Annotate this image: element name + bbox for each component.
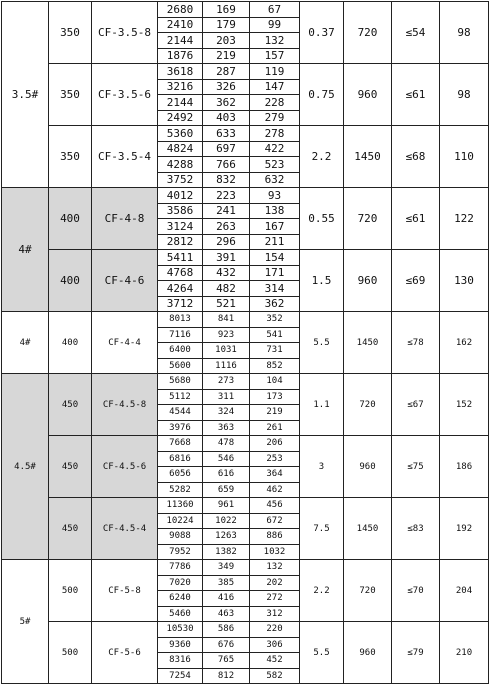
weight-cell: 110: [440, 126, 489, 188]
weight-cell: 122: [440, 188, 489, 250]
flow-cell: 8316: [158, 653, 203, 669]
model-cell: CF-4-8: [92, 188, 158, 250]
flow-cell: 3586: [158, 203, 203, 219]
table-row: [2, 622, 489, 638]
machine-number-cell: 4#: [2, 188, 49, 312]
table-row: [2, 312, 489, 328]
pressure-cell: 349: [203, 560, 250, 576]
airflow-cell: 253: [250, 451, 300, 467]
flow-cell: 7786: [158, 560, 203, 576]
motor-power-cell: 5.5: [300, 622, 344, 684]
airflow-cell: 157: [250, 48, 300, 64]
flow-cell: 4768: [158, 265, 203, 281]
noise-cell: ≤54: [392, 2, 440, 64]
machine-number-cell: 4#: [2, 312, 49, 374]
noise-cell: ≤68: [392, 126, 440, 188]
motor-power-cell: 0.37: [300, 2, 344, 64]
flow-cell: 5360: [158, 126, 203, 142]
model-cell: CF-4.5-8: [92, 374, 158, 436]
pressure-cell: 766: [203, 157, 250, 173]
table-row: [2, 64, 489, 80]
weight-cell: 186: [440, 436, 489, 498]
noise-cell: ≤75: [392, 436, 440, 498]
airflow-cell: 312: [250, 606, 300, 622]
flow-cell: 7254: [158, 668, 203, 684]
speed-cell: 960: [344, 64, 392, 126]
weight-cell: 98: [440, 64, 489, 126]
airflow-cell: 167: [250, 219, 300, 235]
weight-cell: 98: [440, 2, 489, 64]
airflow-cell: 314: [250, 281, 300, 297]
airflow-cell: 362: [250, 296, 300, 312]
impeller-diameter-cell: 400: [49, 250, 92, 312]
motor-power-cell: 7.5: [300, 498, 344, 560]
pressure-cell: 432: [203, 265, 250, 281]
flow-cell: 10530: [158, 622, 203, 638]
flow-cell: 3124: [158, 219, 203, 235]
table-row: [2, 374, 489, 390]
pressure-cell: 478: [203, 436, 250, 452]
pressure-cell: 219: [203, 48, 250, 64]
table-row: [2, 498, 489, 514]
airflow-cell: 523: [250, 157, 300, 173]
pressure-cell: 326: [203, 79, 250, 95]
flow-cell: 9088: [158, 529, 203, 545]
speed-cell: 1450: [344, 126, 392, 188]
motor-power-cell: 5.5: [300, 312, 344, 374]
airflow-cell: 456: [250, 498, 300, 514]
airflow-cell: 93: [250, 188, 300, 204]
pressure-cell: 463: [203, 606, 250, 622]
table-row: [2, 126, 489, 142]
flow-cell: 2144: [158, 33, 203, 49]
airflow-cell: 1032: [250, 544, 300, 560]
airflow-cell: 272: [250, 591, 300, 607]
model-cell: CF-4.5-4: [92, 498, 158, 560]
flow-cell: 4012: [158, 188, 203, 204]
pressure-cell: 765: [203, 653, 250, 669]
pressure-cell: 223: [203, 188, 250, 204]
pressure-cell: 616: [203, 467, 250, 483]
flow-cell: 2410: [158, 17, 203, 33]
model-cell: CF-3.5-6: [92, 64, 158, 126]
machine-number-cell: 5#: [2, 560, 49, 684]
flow-cell: 4824: [158, 141, 203, 157]
motor-power-cell: 2.2: [300, 560, 344, 622]
speed-cell: 960: [344, 622, 392, 684]
impeller-diameter-cell: 350: [49, 64, 92, 126]
flow-cell: 5600: [158, 358, 203, 374]
pressure-cell: 697: [203, 141, 250, 157]
impeller-diameter-cell: 450: [49, 436, 92, 498]
flow-cell: 2812: [158, 234, 203, 250]
airflow-cell: 452: [250, 653, 300, 669]
impeller-diameter-cell: 350: [49, 2, 92, 64]
model-cell: CF-5-8: [92, 560, 158, 622]
flow-cell: 4264: [158, 281, 203, 297]
noise-cell: ≤61: [392, 188, 440, 250]
airflow-cell: 852: [250, 358, 300, 374]
impeller-diameter-cell: 350: [49, 126, 92, 188]
pressure-cell: 391: [203, 250, 250, 266]
spec-table-body: [2, 2, 489, 684]
impeller-diameter-cell: 400: [49, 188, 92, 250]
speed-cell: 720: [344, 188, 392, 250]
flow-cell: 3712: [158, 296, 203, 312]
speed-cell: 720: [344, 560, 392, 622]
flow-cell: 1876: [158, 48, 203, 64]
pressure-cell: 203: [203, 33, 250, 49]
airflow-cell: 279: [250, 110, 300, 126]
airflow-cell: 132: [250, 560, 300, 576]
flow-cell: 5460: [158, 606, 203, 622]
pressure-cell: 385: [203, 575, 250, 591]
flow-cell: 11360: [158, 498, 203, 514]
airflow-cell: 364: [250, 467, 300, 483]
flow-cell: 6240: [158, 591, 203, 607]
noise-cell: ≤70: [392, 560, 440, 622]
motor-power-cell: 0.75: [300, 64, 344, 126]
speed-cell: 720: [344, 2, 392, 64]
impeller-diameter-cell: 500: [49, 622, 92, 684]
flow-cell: 4544: [158, 405, 203, 421]
pressure-cell: 961: [203, 498, 250, 514]
weight-cell: 210: [440, 622, 489, 684]
flow-cell: 7952: [158, 544, 203, 560]
flow-cell: 2492: [158, 110, 203, 126]
flow-cell: 8013: [158, 312, 203, 328]
impeller-diameter-cell: 400: [49, 312, 92, 374]
flow-cell: 5680: [158, 374, 203, 390]
airflow-cell: 541: [250, 327, 300, 343]
noise-cell: ≤83: [392, 498, 440, 560]
airflow-cell: 582: [250, 668, 300, 684]
airflow-cell: 154: [250, 250, 300, 266]
flow-cell: 7116: [158, 327, 203, 343]
pressure-cell: 1382: [203, 544, 250, 560]
airflow-cell: 173: [250, 389, 300, 405]
flow-cell: 3976: [158, 420, 203, 436]
motor-power-cell: 2.2: [300, 126, 344, 188]
table-row: [2, 2, 489, 18]
pressure-cell: 521: [203, 296, 250, 312]
flow-cell: 3216: [158, 79, 203, 95]
airflow-cell: 171: [250, 265, 300, 281]
noise-cell: ≤61: [392, 64, 440, 126]
pressure-cell: 812: [203, 668, 250, 684]
impeller-diameter-cell: 500: [49, 560, 92, 622]
flow-cell: 6400: [158, 343, 203, 359]
airflow-cell: 67: [250, 2, 300, 18]
airflow-cell: 206: [250, 436, 300, 452]
pressure-cell: 169: [203, 2, 250, 18]
weight-cell: 130: [440, 250, 489, 312]
airflow-cell: 202: [250, 575, 300, 591]
pressure-cell: 287: [203, 64, 250, 80]
airflow-cell: 672: [250, 513, 300, 529]
airflow-cell: 211: [250, 234, 300, 250]
flow-cell: 7668: [158, 436, 203, 452]
model-cell: CF-4-4: [92, 312, 158, 374]
model-cell: CF-3.5-4: [92, 126, 158, 188]
table-row: [2, 436, 489, 452]
flow-cell: 10224: [158, 513, 203, 529]
airflow-cell: 219: [250, 405, 300, 421]
motor-power-cell: 1.1: [300, 374, 344, 436]
flow-cell: 2144: [158, 95, 203, 111]
flow-cell: 3752: [158, 172, 203, 188]
weight-cell: 152: [440, 374, 489, 436]
pressure-cell: 546: [203, 451, 250, 467]
airflow-cell: 278: [250, 126, 300, 142]
airflow-cell: 220: [250, 622, 300, 638]
airflow-cell: 132: [250, 33, 300, 49]
table-row: [2, 188, 489, 204]
motor-power-cell: 1.5: [300, 250, 344, 312]
pressure-cell: 1031: [203, 343, 250, 359]
pressure-cell: 1263: [203, 529, 250, 545]
pressure-cell: 403: [203, 110, 250, 126]
motor-power-cell: 0.55: [300, 188, 344, 250]
airflow-cell: 261: [250, 420, 300, 436]
weight-cell: 204: [440, 560, 489, 622]
flow-cell: 2680: [158, 2, 203, 18]
airflow-cell: 138: [250, 203, 300, 219]
table-row: [2, 560, 489, 576]
pressure-cell: 416: [203, 591, 250, 607]
machine-number-cell: 4.5#: [2, 374, 49, 560]
airflow-cell: 886: [250, 529, 300, 545]
noise-cell: ≤67: [392, 374, 440, 436]
flow-cell: 9360: [158, 637, 203, 653]
airflow-cell: 462: [250, 482, 300, 498]
airflow-cell: 228: [250, 95, 300, 111]
pressure-cell: 633: [203, 126, 250, 142]
pressure-cell: 263: [203, 219, 250, 235]
pressure-cell: 659: [203, 482, 250, 498]
airflow-cell: 104: [250, 374, 300, 390]
model-cell: CF-4.5-6: [92, 436, 158, 498]
pressure-cell: 586: [203, 622, 250, 638]
pressure-cell: 362: [203, 95, 250, 111]
pressure-cell: 832: [203, 172, 250, 188]
pressure-cell: 923: [203, 327, 250, 343]
pressure-cell: 241: [203, 203, 250, 219]
pressure-cell: 841: [203, 312, 250, 328]
pressure-cell: 296: [203, 234, 250, 250]
airflow-cell: 147: [250, 79, 300, 95]
weight-cell: 192: [440, 498, 489, 560]
weight-cell: 162: [440, 312, 489, 374]
speed-cell: 960: [344, 250, 392, 312]
pressure-cell: 324: [203, 405, 250, 421]
impeller-diameter-cell: 450: [49, 498, 92, 560]
impeller-diameter-cell: 450: [49, 374, 92, 436]
flow-cell: 5411: [158, 250, 203, 266]
pressure-cell: 676: [203, 637, 250, 653]
airflow-cell: 632: [250, 172, 300, 188]
airflow-cell: 352: [250, 312, 300, 328]
pressure-cell: 273: [203, 374, 250, 390]
speed-cell: 1450: [344, 498, 392, 560]
motor-power-cell: 3: [300, 436, 344, 498]
speed-cell: 960: [344, 436, 392, 498]
noise-cell: ≤69: [392, 250, 440, 312]
pressure-cell: 482: [203, 281, 250, 297]
model-cell: CF-3.5-8: [92, 2, 158, 64]
pressure-cell: 363: [203, 420, 250, 436]
flow-cell: 5112: [158, 389, 203, 405]
noise-cell: ≤78: [392, 312, 440, 374]
airflow-cell: 99: [250, 17, 300, 33]
flow-cell: 6816: [158, 451, 203, 467]
flow-cell: 4288: [158, 157, 203, 173]
airflow-cell: 119: [250, 64, 300, 80]
flow-cell: 5282: [158, 482, 203, 498]
airflow-cell: 731: [250, 343, 300, 359]
model-cell: CF-4-6: [92, 250, 158, 312]
speed-cell: 720: [344, 374, 392, 436]
pressure-cell: 1116: [203, 358, 250, 374]
pressure-cell: 179: [203, 17, 250, 33]
table-row: [2, 250, 489, 266]
pressure-cell: 1022: [203, 513, 250, 529]
speed-cell: 1450: [344, 312, 392, 374]
noise-cell: ≤79: [392, 622, 440, 684]
model-cell: CF-5-6: [92, 622, 158, 684]
flow-cell: 3618: [158, 64, 203, 80]
fan-spec-table: [1, 1, 489, 684]
airflow-cell: 306: [250, 637, 300, 653]
airflow-cell: 422: [250, 141, 300, 157]
pressure-cell: 311: [203, 389, 250, 405]
flow-cell: 6056: [158, 467, 203, 483]
machine-number-cell: 3.5#: [2, 2, 49, 188]
flow-cell: 7020: [158, 575, 203, 591]
